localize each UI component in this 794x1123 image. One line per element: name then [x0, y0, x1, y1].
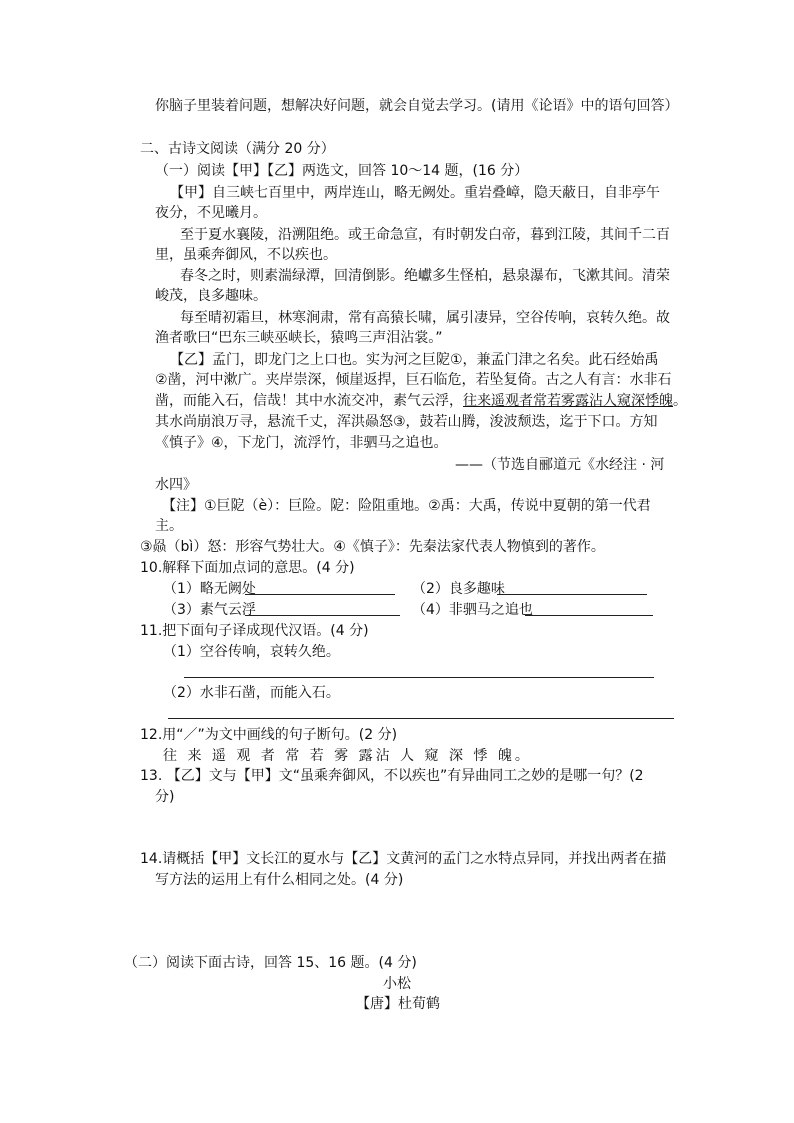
yi-line: 其水尚崩浪万寻，悬流千丈，浑洪赑怒③，鼓若山腾，浚波颓迭，迄于下口。方知: [155, 414, 658, 430]
q11-answer-line[interactable]: [184, 677, 654, 678]
question-13: 13. 【乙】文与【甲】文“虽乘奔御风，不以疾也”有异曲同工之妙的是哪一句？(2: [140, 768, 644, 784]
question-11: 11.把下面句子译成现代汉语。(4 分): [140, 623, 369, 639]
q11-item: （2）水非石凿，而能入石。: [163, 685, 340, 701]
underlined-sentence: 往来遥观者常若雾露沾人窥深悸魄: [463, 393, 673, 409]
question-12: 12.用“／”为文中画线的句子断句。(2 分): [140, 727, 398, 743]
source-note: ——（节选自郦道元《水经注 · 河: [455, 457, 665, 473]
q10-answer-blank[interactable]: [497, 594, 647, 595]
top-line: 你脑子里装着问题，想解决好问题，就会自觉去学习。(请用《论语》中的语句回答）: [155, 98, 679, 114]
part1-intro: （一）阅读【甲】【乙】两选文，回答 10～14 题，(16 分）: [155, 163, 529, 179]
yi-line-3-start: 凿，而能入石，信哉！其中水流交冲，素气云浮，: [155, 393, 463, 409]
yi-line-3-end: 。: [673, 393, 687, 409]
yi-line: 《慎子》④，下龙门，流浮竹，非驷马之追也。: [155, 435, 448, 451]
question-10: 10.解释下面加点词的意思。(4 分): [140, 560, 355, 576]
note-line: 主。: [155, 518, 183, 534]
q11-item: （1）空谷传响，哀转久绝。: [163, 644, 340, 660]
jia-line: 每至晴初霜旦，林寒涧肃，常有高猿长啸，属引凄异，空谷传响，哀转久绝。故: [180, 310, 670, 326]
q11-answer-line[interactable]: [168, 718, 674, 719]
jia-line: 里，虽乘奔御风，不以疾也。: [155, 247, 337, 263]
jia-line: 【甲】自三峡七百里中，两岸连山，略无阙处。重岩叠嶂，隐天蔽日，自非亭午: [170, 185, 660, 201]
q10-item: （2）良多趣味: [412, 581, 505, 597]
q10-item: （4）非驷马之追也: [412, 602, 533, 618]
poem-author: 【唐】杜荀鹤: [356, 996, 440, 1012]
part2-intro: （二）阅读下面古诗，回答 15、16 题。(4 分): [124, 955, 417, 971]
q10-item: （3）素气云浮: [163, 602, 256, 618]
note-line: 【注】①巨阸（è）：巨险。阸：险阻重地。②禹：大禹，传说中夏朝的第一代君: [162, 498, 651, 514]
source-note: 水四》: [155, 477, 197, 493]
q10-answer-blank[interactable]: [245, 594, 395, 595]
section2-title: 二、古诗文阅读（满分 20 分）: [140, 141, 335, 157]
jia-line: 夜分，不见曦月。: [155, 205, 267, 221]
q10-item: （1）略无阙处: [163, 581, 256, 597]
question-14: 14.请概括【甲】文长江的夏水与【乙】文黄河的孟门之水特点异同，并找出两者在描: [140, 851, 667, 867]
question-13-cont: 分): [155, 789, 175, 805]
question-14-cont: 写方法的运用上有什么相同之处。(4 分): [155, 872, 404, 888]
jia-line: 至于夏水襄陵，沿溯阻绝。或王命急宣，有时朝发白帝，暮到江陵，其间千二百: [180, 227, 670, 243]
jia-line: 春冬之时，则素湍绿潭，回清倒影。绝巘多生怪柏，悬泉瀑布，飞漱其间。清荣: [180, 268, 670, 284]
yi-line: ②凿，河中漱广。夹岸崇深，倾崖返捍，巨石临危，若坠复倚。古之人有言：水非石: [155, 372, 672, 388]
jia-line: 峻茂，良多趣味。: [155, 288, 267, 304]
yi-line: [155, 392, 687, 410]
q10-answer-blank[interactable]: [525, 615, 653, 616]
poem-title: 小松: [383, 976, 411, 992]
q10-answer-blank[interactable]: [245, 615, 400, 616]
jia-line: 渔者歌曰“巴东三峡巫峡长，猿鸣三声泪沾裳。”: [155, 330, 443, 346]
yi-line: 【乙】孟门，即龙门之上口也。实为河之巨阸①，兼孟门津之名矣。此石经始禹: [170, 352, 659, 368]
note-line: ③赑（bì）怒：形容气势壮大。④《慎子》：先秦法家代表人物慎到的著作。: [140, 539, 605, 555]
q12-sentence: 往 来 遥 观 者 常 若 雾 露沾 人 窥 深 悸 魄。: [163, 748, 532, 764]
